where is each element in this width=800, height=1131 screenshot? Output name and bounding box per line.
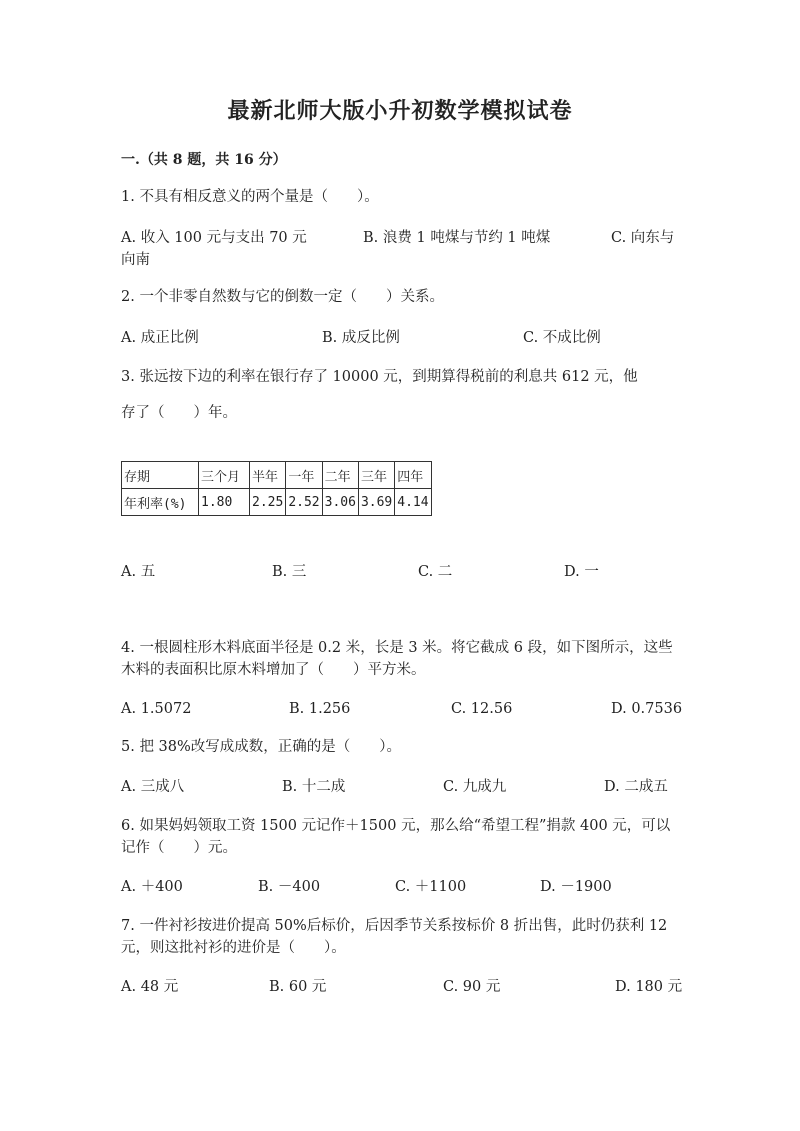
question-3-text-line1: 3. 张远按下边的利率在银行存了 10000 元，到期算得税前的利息共 612 元，他 (121, 369, 638, 385)
question-4-option-c: C. 12.56 (451, 701, 513, 717)
table-cell: 2.25 (250, 489, 286, 516)
question-5-option-c: C. 九成九 (443, 779, 507, 795)
table-cell: 二年 (322, 462, 358, 489)
table-row (122, 489, 432, 516)
question-6-text: 6. 如果妈妈领取工资 1500 元记作＋1500 元，那么给“希望工程”捐款 400 元，可以记作（ ）元。 (121, 818, 671, 856)
question-6-option-a: A. ＋400 (121, 879, 183, 895)
table-cell: 存期 (122, 462, 199, 489)
table-cell: 1.80 (199, 489, 250, 516)
table-cell: 四年 (395, 462, 431, 489)
question-1-option-a: A. 收入 100 元与支出 70 元 (121, 230, 307, 246)
question-5-text: 5. 把 38%改写成成数，正确的是（ ）。 (121, 739, 402, 755)
table-cell: 三年 (358, 462, 394, 489)
question-3-text-line2: 存了（ ）年。 (121, 405, 237, 421)
question-4-option-d: D. 0.7536 (611, 701, 683, 717)
question-4-option-a: A. 1.5072 (121, 701, 192, 717)
question-7-option-d: D. 180 元 (615, 979, 683, 995)
table-cell: 半年 (250, 462, 286, 489)
question-5-option-b: B. 十二成 (282, 779, 346, 795)
question-3-option-c: C. 二 (418, 564, 453, 580)
question-7-option-b: B. 60 元 (269, 979, 327, 995)
question-6-option-b: B. －400 (258, 879, 321, 895)
question-2-text: 2. 一个非零自然数与它的倒数一定（ ）关系。 (121, 289, 444, 305)
question-6-option-d: D. －1900 (540, 879, 612, 895)
table-cell: 一年 (286, 462, 322, 489)
question-4-text: 4. 一根圆柱形木料底面半径是 0.2 米，长是 3 米。将它截成 6 段，如下图所示，这些木料的表面积比原木料增加了（ ）平方米。 (121, 640, 673, 678)
question-3-option-d: D. 一 (564, 564, 599, 580)
table-cell: 2.52 (286, 489, 322, 516)
question-6-option-c: C. ＋1100 (395, 879, 467, 895)
question-7-option-c: C. 90 元 (443, 979, 501, 995)
question-3-option-b: B. 三 (272, 564, 307, 580)
question-2-option-a: A. 成正比例 (121, 330, 199, 346)
table-cell: 三个月 (199, 462, 250, 489)
table-cell: 3.69 (358, 489, 394, 516)
question-5-option-a: A. 三成八 (121, 779, 185, 795)
question-7-option-a: A. 48 元 (121, 979, 179, 995)
section-heading: 一.（共 8 题，共 16 分） (121, 152, 287, 168)
table-header-row (122, 462, 432, 489)
question-7-text: 7. 一件衬衫按进价提高 50%后标价，后因季节关系按标价 8 折出售，此时仍获利 12 元，则这批衬衫的进价是（ ）。 (121, 918, 668, 956)
table-cell: 4.14 (395, 489, 431, 516)
question-1-text: 1. 不具有相反意义的两个量是（ ）。 (121, 189, 379, 205)
table-cell: 年利率(%) (122, 489, 199, 516)
question-2-option-c: C. 不成比例 (523, 330, 601, 346)
page-title: 最新北师大版小升初数学模拟试卷 (227, 98, 573, 124)
table-cell: 3.06 (322, 489, 358, 516)
question-5-option-d: D. 二成五 (604, 779, 668, 795)
question-1-option-b: B. 浪费 1 吨煤与节约 1 吨煤 (363, 230, 551, 246)
question-1-option-c: C. 向东与向南 (121, 230, 675, 268)
question-3-option-a: A. 五 (121, 564, 156, 580)
question-2-option-b: B. 成反比例 (322, 330, 400, 346)
question-4-option-b: B. 1.256 (289, 701, 351, 717)
interest-rate-table (121, 461, 432, 516)
